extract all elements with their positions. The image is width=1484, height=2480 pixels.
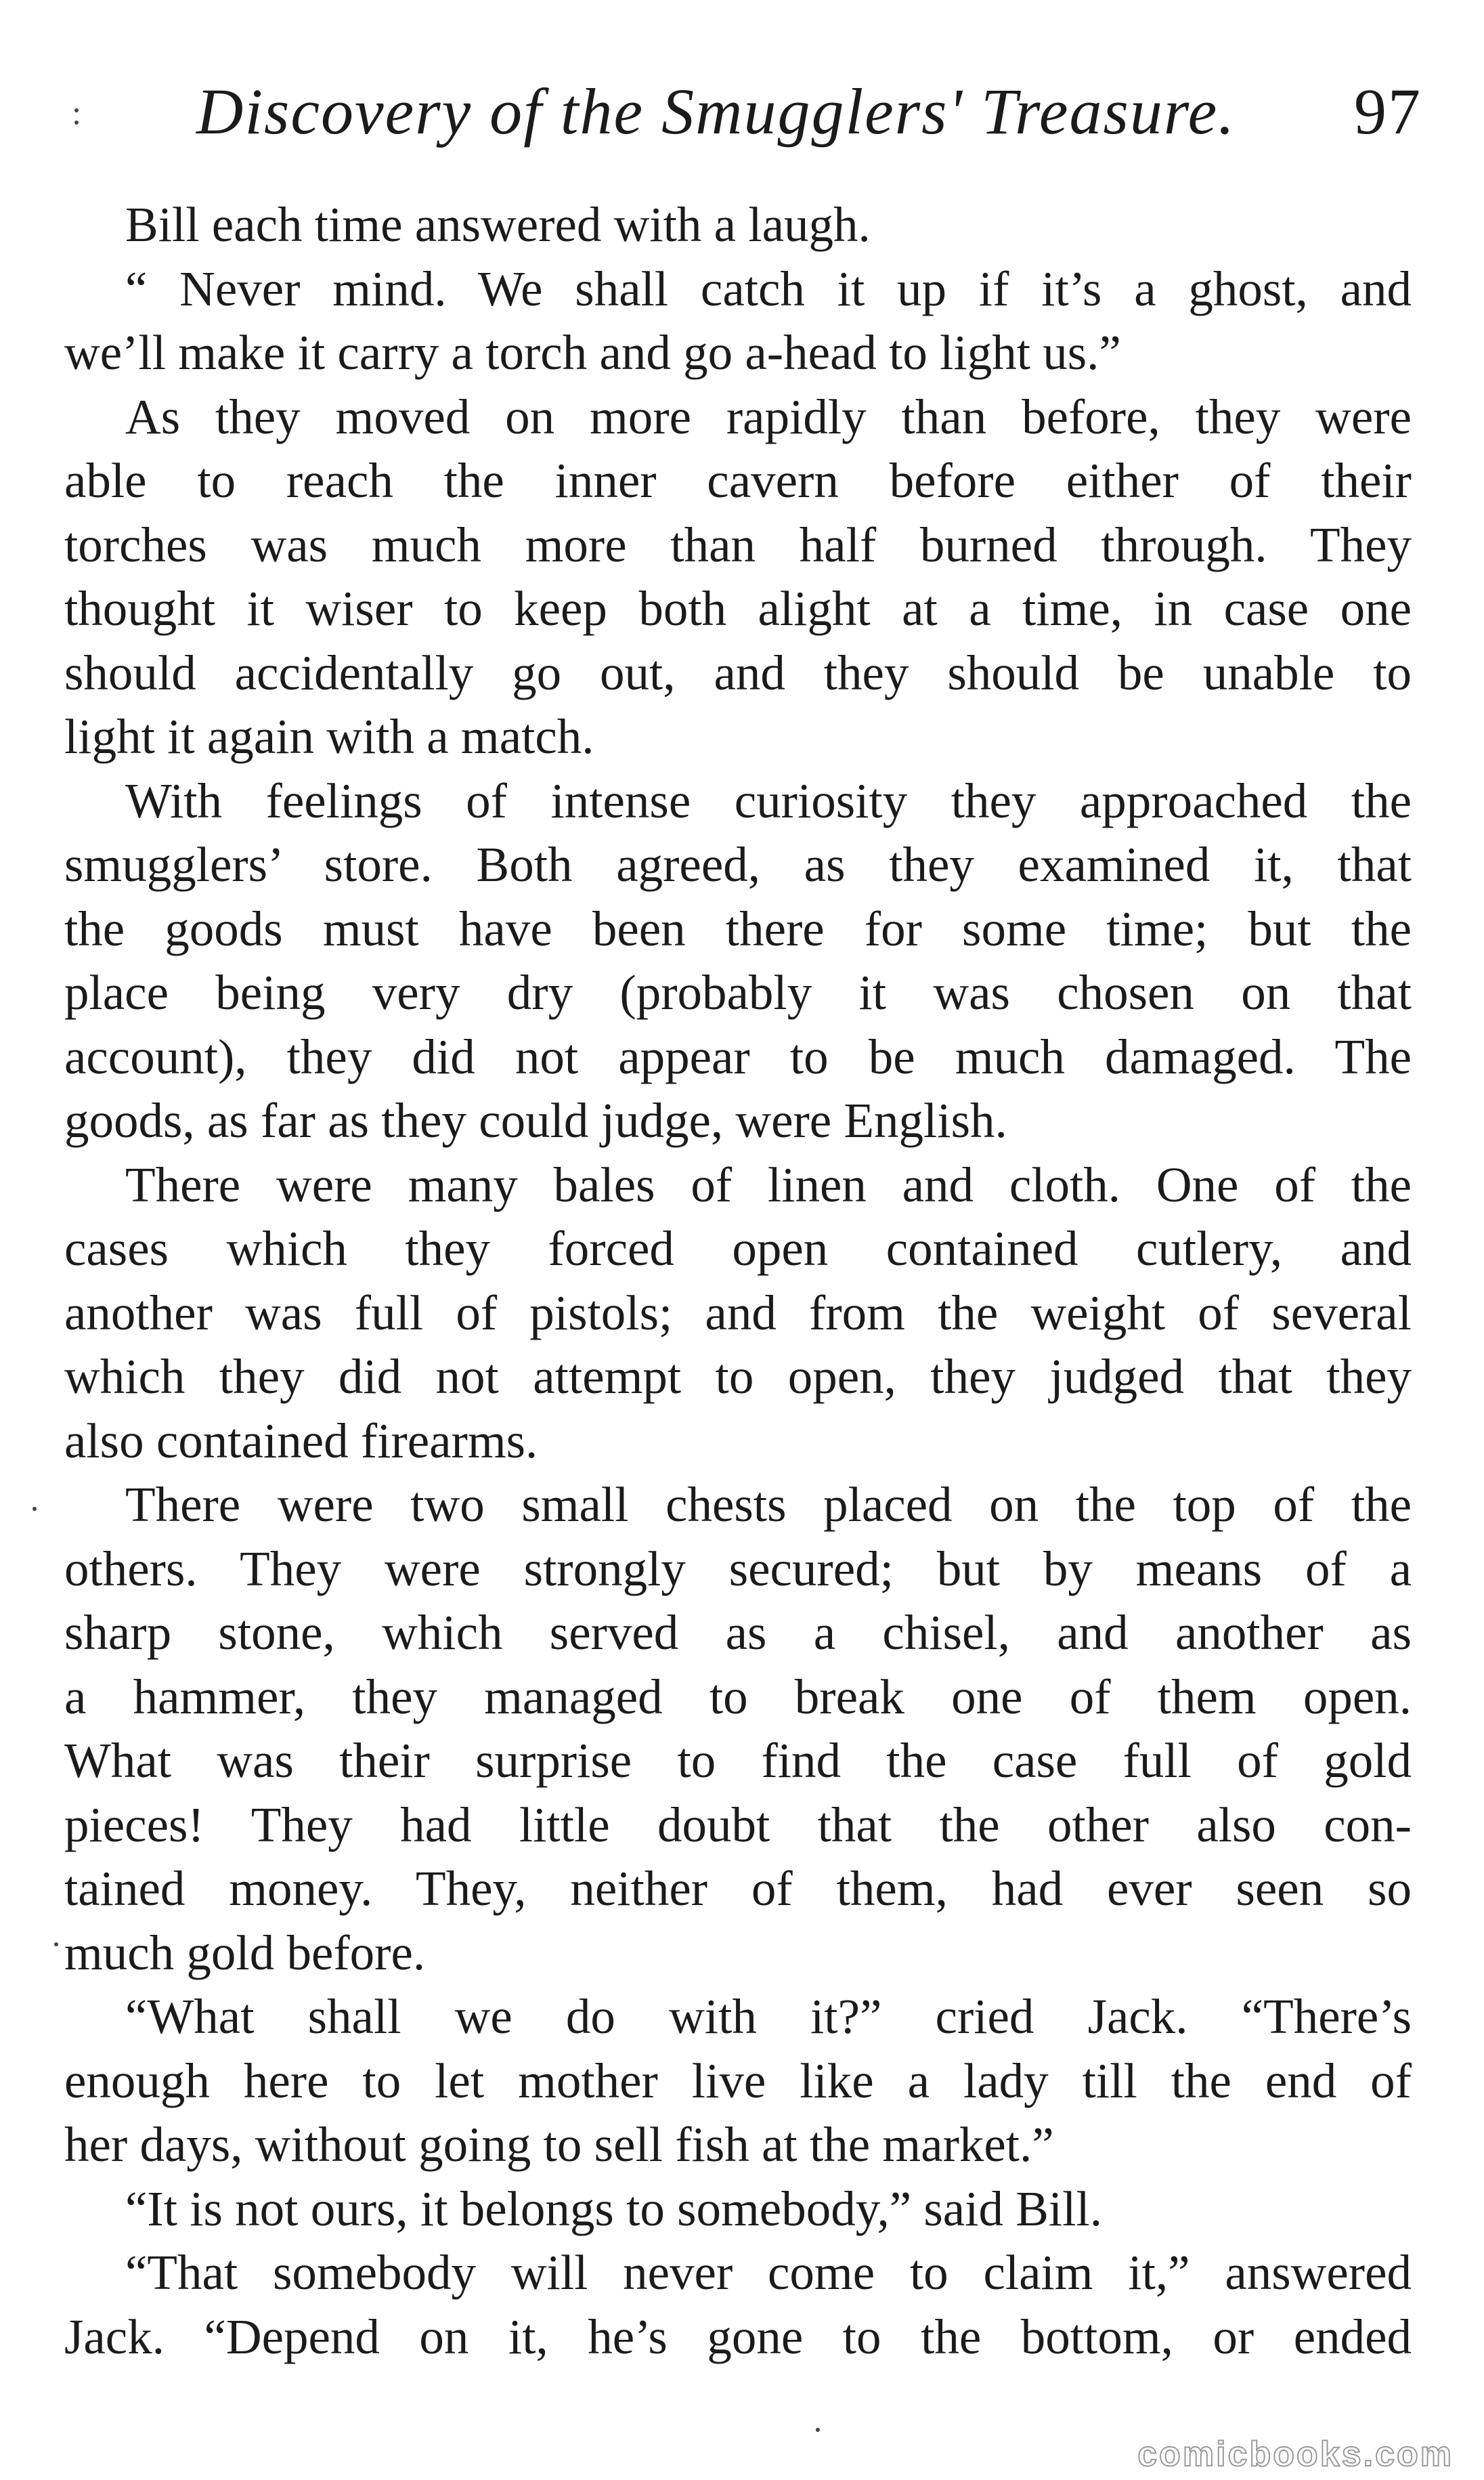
margin-speck [32,1507,37,1511]
paragraph [64,385,1412,769]
text-line: tained money. They, neither of them, had ever seen so [64,1861,1412,1916]
text-line: able to reach the inner cavern before either of their [64,453,1412,508]
text-line: “ Never mind. We shall catch it up if it’s a ghost, and [125,261,1412,316]
page-number: 97 [1354,75,1422,148]
margin-speck [74,108,79,112]
text-line: another was full of pistols; and from the weight of several [64,1285,1412,1340]
text-line: a hammer, they managed to break one of them open. [64,1669,1412,1724]
text-line: we’ll make it carry a torch and go a-head to light us.” [64,325,1121,380]
text-line: There were many bales of linen and cloth. One of the [125,1157,1412,1212]
paragraph [64,1985,1412,2177]
text-line: others. They were strongly secured; but by means of a [64,1541,1412,1596]
text-line: place being very dry (probably it was chosen on that [64,965,1412,1020]
paragraph [64,2241,1412,2369]
paragraph [64,1153,1412,1474]
text-line: There were two small chests placed on the top of the [125,1477,1412,1532]
margin-speck [816,2428,820,2432]
text-line: Jack. “Depend on it, he’s gone to the bottom, or ended [64,2309,1412,2364]
watermark-logo: comicbooks.com [1137,2435,1454,2474]
running-title: Discovery of the Smugglers' Treasure. [196,75,1236,148]
text-line: her days, without going to sell fish at the market.” [64,2117,1054,2172]
text-line: Bill each time answered with a laugh. [125,197,871,252]
text-line: What was their surprise to find the case full of gold [64,1733,1412,1788]
text-line: smugglers’ store. Both agreed, as they examined it, that [64,837,1412,892]
text-line: thought it wiser to keep both alight at a time, in case one [64,581,1412,636]
paragraph [64,257,1412,385]
text-line: As they moved on more rapidly than before, they were [125,389,1412,444]
text-line: torches was much more than half burned through. They [64,517,1412,572]
paragraph [64,769,1412,1153]
paragraph [64,193,1412,257]
paragraph [64,1473,1412,1985]
paragraph [64,2177,1412,2242]
text-line: “What shall we do with it?” cried Jack. “There’s [125,1989,1412,2044]
text-line: enough here to let mother live like a lady till the end of [64,2053,1412,2108]
text-line: the goods must have been there for some time; but the [64,901,1412,956]
text-line: light it again with a match. [64,709,594,764]
text-line: which they did not attempt to open, they judged that they [64,1349,1412,1404]
text-line: “It is not ours, it belongs to somebody,” said Bill. [125,2181,1102,2236]
text-line: also contained firearms. [64,1413,538,1468]
text-line: account), they did not appear to be much damaged. The [64,1029,1412,1084]
text-line: cases which they forced open contained cutlery, and [64,1221,1412,1276]
page-header [196,64,1422,159]
margin-speck [74,121,79,125]
text-line: “That somebody will never come to claim it,” answered [125,2245,1412,2300]
text-line: much gold before. [64,1925,426,1980]
text-line: should accidentally go out, and they should be unable to [64,645,1412,700]
text-line: pieces! They had little doubt that the other also con- [64,1797,1412,1852]
text-line: sharp stone, which served as a chisel, and another as [64,1605,1412,1660]
margin-speck [54,1942,58,1946]
text-line: With feelings of intense curiosity they approached the [125,773,1412,828]
body-text [64,193,1412,2369]
text-line: goods, as far as they could judge, were English. [64,1093,1007,1148]
